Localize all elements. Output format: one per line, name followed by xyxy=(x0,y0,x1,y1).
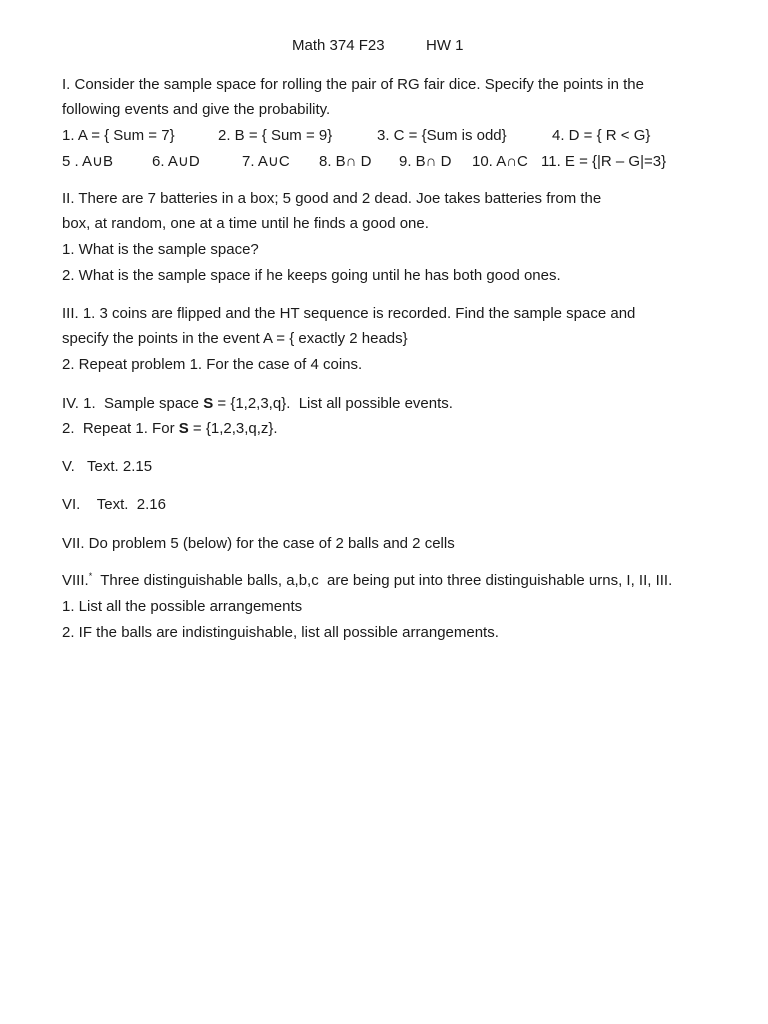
event-item: 11. E = {|R – G|=3} xyxy=(541,153,667,170)
problem-1-events-row-1 xyxy=(62,126,742,146)
problem-7-line: VII. Do problem 5 (below) for the case of 2 balls and 2 cells xyxy=(62,535,455,552)
event-item: 2. B = { Sum = 9} xyxy=(218,127,333,144)
problem-4-line xyxy=(62,419,278,439)
problem-8-text: Three distinguishable balls, a,b,c are being put into three distinguishable urns, I, II, III. xyxy=(92,572,673,589)
problem-3-line: III. 1. 3 coins are flipped and the HT sequence is recorded. Find the sample space and xyxy=(62,305,636,322)
problem-2-line: II. There are 7 batteries in a box; 5 good and 2 dead. Joe takes batteries from the xyxy=(62,190,602,207)
problem-4-text: = {1,2,3,q,z}. xyxy=(188,420,278,437)
problem-2-line: 2. What is the sample space if he keeps going until he has both good ones. xyxy=(62,267,561,284)
document-header xyxy=(0,37,768,57)
problem-3-line: specify the points in the event A = { exactly 2 heads} xyxy=(62,330,408,347)
problem-8-line: 1. List all the possible arrangements xyxy=(62,598,303,615)
event-item: 4. D = { R < G} xyxy=(552,127,651,144)
event-item: 7. A∪C xyxy=(242,153,290,170)
event-item: 3. C = {Sum is odd} xyxy=(377,127,507,144)
problem-1-events-row-2 xyxy=(62,152,742,172)
problem-8-number: VIII. xyxy=(62,572,89,589)
problem-2-line: box, at random, one at a time until he finds a good one. xyxy=(62,215,429,232)
problem-1-line: following events and give the probability. xyxy=(62,101,331,118)
problem-4-text: 2. Repeat 1. For xyxy=(62,420,179,437)
event-item: 9. B∩ D xyxy=(399,153,452,170)
sample-space-symbol: S xyxy=(178,420,189,437)
problem-5-line: V. Text. 2.15 xyxy=(62,458,153,475)
event-item: 8. B∩ D xyxy=(319,153,372,170)
problem-6-line: VI. Text. 2.16 xyxy=(62,496,166,513)
event-item: 6. A∪D xyxy=(152,153,200,170)
problem-1-line: I. Consider the sample space for rolling the pair of RG fair dice. Specify the points in the xyxy=(62,76,644,93)
assignment-title: HW 1 xyxy=(426,37,464,54)
problem-3-line: 2. Repeat problem 1. For the case of 4 coins. xyxy=(62,356,363,373)
problem-2-line: 1. What is the sample space? xyxy=(62,241,259,258)
asterisk-mark: * xyxy=(88,571,93,581)
problem-4-text: = {1,2,3,q}. List all possible events. xyxy=(213,395,453,412)
event-item: 1. A = { Sum = 7} xyxy=(62,127,175,144)
event-item: 5 . A∪B xyxy=(62,153,114,170)
problem-8-line xyxy=(62,571,672,591)
problem-8-line: 2. IF the balls are indistinguishable, list all possible arrangements. xyxy=(62,624,499,641)
course-title: Math 374 F23 xyxy=(292,37,385,54)
event-item: 10. A∩C xyxy=(472,153,528,170)
sample-space-symbol: S xyxy=(203,395,214,412)
problem-4-text: IV. 1. Sample space xyxy=(62,395,204,412)
problem-4-line xyxy=(62,394,453,414)
